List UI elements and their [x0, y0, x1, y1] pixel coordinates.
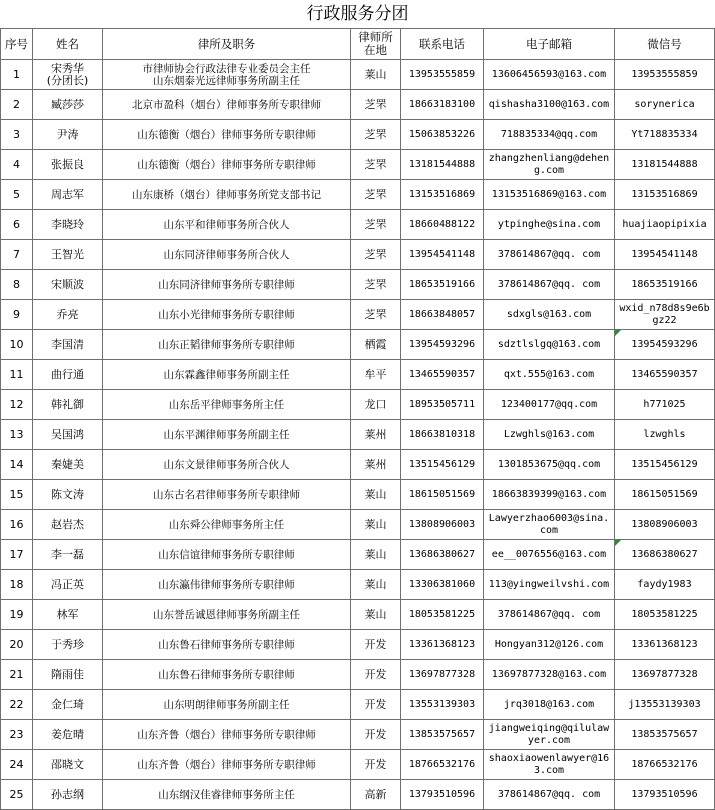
cell-no: 15	[1, 480, 33, 510]
cell-firm-position: 山东平渊律师事务所副主任	[103, 420, 351, 450]
cell-email: sdztlslgq@163.com	[484, 330, 615, 360]
cell-wechat: 13181544888	[615, 150, 715, 180]
cell-name: 孙志纲	[33, 780, 103, 810]
cell-wechat: h771025	[615, 390, 715, 420]
cell-location: 莱山	[351, 540, 401, 570]
cell-phone: 18053581225	[401, 600, 484, 630]
cell-phone: 18663183100	[401, 90, 484, 120]
cell-email: 13697877328@163.com	[484, 660, 615, 690]
cell-wechat: sorynerica	[615, 90, 715, 120]
cell-phone: 13181544888	[401, 150, 484, 180]
cell-no: 14	[1, 450, 33, 480]
cell-phone: 13954593296	[401, 330, 484, 360]
cell-phone: 13954541148	[401, 240, 484, 270]
cell-location: 牟平	[351, 360, 401, 390]
table-row	[1, 420, 715, 450]
cell-location: 芝罘	[351, 180, 401, 210]
cell-email: Hongyan312@126.com	[484, 630, 615, 660]
cell-phone: 13153516869	[401, 180, 484, 210]
cell-name: 李一磊	[33, 540, 103, 570]
cell-wechat: 18053581225	[615, 600, 715, 630]
cell-no: 24	[1, 750, 33, 780]
cell-phone: 18663848057	[401, 300, 484, 330]
cell-phone: 13853575657	[401, 720, 484, 750]
table-row	[1, 660, 715, 690]
cell-firm-position: 山东信谊律师事务所专职律师	[103, 540, 351, 570]
cell-no: 17	[1, 540, 33, 570]
cell-phone: 13697877328	[401, 660, 484, 690]
cell-phone: 13465590357	[401, 360, 484, 390]
cell-name: 宋秀华 (分团长)	[33, 60, 103, 90]
cell-location: 莱州	[351, 450, 401, 480]
cell-firm-position: 山东德衡（烟台）律师事务所专职律师	[103, 150, 351, 180]
cell-wechat: wxid_n78d8s9e6bgz22	[615, 300, 715, 330]
cell-email: ee__0076556@163.com	[484, 540, 615, 570]
cell-phone: 13361368123	[401, 630, 484, 660]
cell-firm-position: 山东康桥（烟台）律师事务所党支部书记	[103, 180, 351, 210]
table-row	[1, 90, 715, 120]
cell-no: 3	[1, 120, 33, 150]
cell-name: 于秀珍	[33, 630, 103, 660]
cell-no: 22	[1, 690, 33, 720]
cell-location: 莱州	[351, 420, 401, 450]
cell-email: qxt.555@163.com	[484, 360, 615, 390]
table-row	[1, 690, 715, 720]
cell-name: 金仁琦	[33, 690, 103, 720]
cell-email: jrq3018@163.com	[484, 690, 615, 720]
cell-location: 栖霞	[351, 330, 401, 360]
cell-location: 开发	[351, 630, 401, 660]
cell-firm-position: 山东纲汉佳睿律师事务所主任	[103, 780, 351, 810]
cell-wechat: 13954541148	[615, 240, 715, 270]
cell-email: 13606456593@163.com	[484, 60, 615, 90]
table-row	[1, 600, 715, 630]
header-location: 律师所在地	[351, 29, 401, 60]
cell-location: 开发	[351, 720, 401, 750]
cell-no: 23	[1, 720, 33, 750]
table-row	[1, 480, 715, 510]
cell-location: 芝罘	[351, 150, 401, 180]
cell-phone: 15063853226	[401, 120, 484, 150]
cell-wechat: 18766532176	[615, 750, 715, 780]
table-row	[1, 540, 715, 570]
cell-email: 123400177@qq.com	[484, 390, 615, 420]
cell-no: 19	[1, 600, 33, 630]
cell-wechat: 13808906003	[615, 510, 715, 540]
cell-email: 13153516869@163.com	[484, 180, 615, 210]
cell-location: 芝罘	[351, 90, 401, 120]
table-row	[1, 120, 715, 150]
cell-no: 6	[1, 210, 33, 240]
cell-no: 4	[1, 150, 33, 180]
cell-wechat: 13697877328	[615, 660, 715, 690]
cell-location: 高新	[351, 780, 401, 810]
table-row	[1, 300, 715, 330]
cell-no: 5	[1, 180, 33, 210]
cell-location: 龙口	[351, 390, 401, 420]
cell-name: 李国清	[33, 330, 103, 360]
cell-no: 8	[1, 270, 33, 300]
table-row	[1, 450, 715, 480]
cell-firm-position: 山东同济律师事务所合伙人	[103, 240, 351, 270]
table-row	[1, 60, 715, 90]
cell-firm-position: 山东平和律师事务所合伙人	[103, 210, 351, 240]
cell-name: 宋顺波	[33, 270, 103, 300]
cell-wechat: faydy1983	[615, 570, 715, 600]
cell-no: 13	[1, 420, 33, 450]
cell-wechat: j13553139303	[615, 690, 715, 720]
cell-email: qishasha3100@163.com	[484, 90, 615, 120]
cell-email: 378614867@qq. com	[484, 270, 615, 300]
cell-email: 718835334@qq.com	[484, 120, 615, 150]
cell-no: 2	[1, 90, 33, 120]
table-row	[1, 240, 715, 270]
cell-no: 21	[1, 660, 33, 690]
table-row	[1, 150, 715, 180]
cell-firm-position: 山东德衡（烟台）律师事务所专职律师	[103, 120, 351, 150]
header-firm-position: 律所及职务	[103, 29, 351, 60]
cell-no: 7	[1, 240, 33, 270]
cell-wechat: 13465590357	[615, 360, 715, 390]
cell-wechat: 13954593296	[615, 330, 715, 360]
cell-email: sdxgls@163.com	[484, 300, 615, 330]
cell-wechat: Yt718835334	[615, 120, 715, 150]
cell-email: jiangweiqing@qilulawyer.com	[484, 720, 615, 750]
cell-name: 张振良	[33, 150, 103, 180]
cell-location: 开发	[351, 660, 401, 690]
cell-phone: 13686380627	[401, 540, 484, 570]
cell-email: 18663839399@163.com	[484, 480, 615, 510]
cell-firm-position: 山东正韬律师事务所专职律师	[103, 330, 351, 360]
cell-name: 乔亮	[33, 300, 103, 330]
cell-firm-position: 山东誉岳诚恩律师事务所副主任	[103, 600, 351, 630]
cell-phone: 18766532176	[401, 750, 484, 780]
cell-firm-position: 山东瀛伟律师事务所专职律师	[103, 570, 351, 600]
cell-no: 16	[1, 510, 33, 540]
cell-phone: 18653519166	[401, 270, 484, 300]
table-row	[1, 750, 715, 780]
cell-firm-position: 市律师协会行政法律专业委员会主任 山东烟泰光远律师事务所副主任	[103, 60, 351, 90]
cell-no: 12	[1, 390, 33, 420]
cell-email: 378614867@qq. com	[484, 780, 615, 810]
cell-firm-position: 山东岳平律师事务所主任	[103, 390, 351, 420]
cell-name: 王智光	[33, 240, 103, 270]
cell-wechat: 18653519166	[615, 270, 715, 300]
cell-location: 芝罘	[351, 120, 401, 150]
lawyer-roster-table	[0, 28, 715, 810]
cell-location: 开发	[351, 690, 401, 720]
cell-phone: 13808906003	[401, 510, 484, 540]
cell-phone: 13793510596	[401, 780, 484, 810]
cell-location: 莱山	[351, 480, 401, 510]
cell-wechat: 13686380627	[615, 540, 715, 570]
cell-email: Lzwghls@163.com	[484, 420, 615, 450]
table-row	[1, 330, 715, 360]
table-row	[1, 510, 715, 540]
cell-firm-position: 北京市盈科（烟台）律师事务所专职律师	[103, 90, 351, 120]
cell-no: 25	[1, 780, 33, 810]
cell-no: 20	[1, 630, 33, 660]
table-row	[1, 180, 715, 210]
cell-wechat: 13153516869	[615, 180, 715, 210]
cell-firm-position: 山东鲁石律师事务所专职律师	[103, 630, 351, 660]
cell-phone: 13306381060	[401, 570, 484, 600]
cell-no: 1	[1, 60, 33, 90]
table-body	[1, 60, 715, 810]
cell-location: 开发	[351, 750, 401, 780]
cell-email: zhangzhenliang@deheng.com	[484, 150, 615, 180]
cell-name: 韩礼御	[33, 390, 103, 420]
table-row	[1, 210, 715, 240]
cell-phone: 13515456129	[401, 450, 484, 480]
cell-location: 莱山	[351, 570, 401, 600]
table-row	[1, 780, 715, 810]
cell-name: 尹涛	[33, 120, 103, 150]
header-phone: 联系电话	[401, 29, 484, 60]
cell-wechat: 13953555859	[615, 60, 715, 90]
cell-name: 臧莎莎	[33, 90, 103, 120]
cell-name: 林军	[33, 600, 103, 630]
cell-name: 周志军	[33, 180, 103, 210]
cell-firm-position: 山东齐鲁（烟台）律师事务所专职律师	[103, 750, 351, 780]
cell-email: shaoxiaowenlawyer@163.com	[484, 750, 615, 780]
cell-name: 吴国鸿	[33, 420, 103, 450]
table-row	[1, 720, 715, 750]
cell-wechat: 18615051569	[615, 480, 715, 510]
cell-wechat: 13361368123	[615, 630, 715, 660]
cell-name: 秦婕美	[33, 450, 103, 480]
cell-wechat: 13853575657	[615, 720, 715, 750]
table-row	[1, 570, 715, 600]
cell-name: 隋雨佳	[33, 660, 103, 690]
table-row	[1, 390, 715, 420]
cell-firm-position: 山东齐鲁（烟台）律师事务所专职律师	[103, 720, 351, 750]
header-name: 姓名	[33, 29, 103, 60]
cell-firm-position: 山东明朗律师事务所副主任	[103, 690, 351, 720]
cell-email: 113@yingweilvshi.com	[484, 570, 615, 600]
page-title: 行政服务分团	[306, 4, 409, 24]
cell-phone: 18615051569	[401, 480, 484, 510]
cell-email: 378614867@qq. com	[484, 600, 615, 630]
table-row	[1, 270, 715, 300]
cell-phone: 13953555859	[401, 60, 484, 90]
cell-email: 378614867@qq. com	[484, 240, 615, 270]
cell-name: 李晓玲	[33, 210, 103, 240]
cell-location: 莱山	[351, 510, 401, 540]
cell-wechat: 13515456129	[615, 450, 715, 480]
cell-email: 1301853675@qq.com	[484, 450, 615, 480]
table-header-row	[1, 29, 715, 60]
cell-location: 芝罘	[351, 210, 401, 240]
cell-location: 莱山	[351, 600, 401, 630]
cell-no: 9	[1, 300, 33, 330]
cell-name: 冯正英	[33, 570, 103, 600]
cell-name: 姜危晴	[33, 720, 103, 750]
cell-location: 芝罘	[351, 300, 401, 330]
header-email: 电子邮箱	[484, 29, 615, 60]
cell-name: 赵岩杰	[33, 510, 103, 540]
cell-firm-position: 山东文景律师事务所合伙人	[103, 450, 351, 480]
cell-firm-position: 山东霖鑫律师事务所副主任	[103, 360, 351, 390]
header-no: 序号	[1, 29, 33, 60]
cell-phone: 18953505711	[401, 390, 484, 420]
cell-no: 11	[1, 360, 33, 390]
cell-firm-position: 山东同济律师事务所专职律师	[103, 270, 351, 300]
header-wechat: 微信号	[615, 29, 715, 60]
cell-phone: 18663810318	[401, 420, 484, 450]
cell-name: 邵晓文	[33, 750, 103, 780]
cell-location: 莱山	[351, 60, 401, 90]
cell-wechat: huajiaopipixia	[615, 210, 715, 240]
cell-name: 曲行通	[33, 360, 103, 390]
cell-firm-position: 山东古名君律师事务所专职律师	[103, 480, 351, 510]
cell-name: 陈文涛	[33, 480, 103, 510]
cell-email: ytpinghe@sina.com	[484, 210, 615, 240]
table-row	[1, 630, 715, 660]
cell-email: Lawyerzhao6003@sina.com	[484, 510, 615, 540]
cell-phone: 13553139303	[401, 690, 484, 720]
cell-firm-position: 山东舜公律师事务所主任	[103, 510, 351, 540]
cell-firm-position: 山东小光律师事务所专职律师	[103, 300, 351, 330]
cell-location: 芝罘	[351, 240, 401, 270]
cell-wechat: lzwghls	[615, 420, 715, 450]
cell-no: 10	[1, 330, 33, 360]
table-row	[1, 360, 715, 390]
cell-location: 芝罘	[351, 270, 401, 300]
cell-phone: 18660488122	[401, 210, 484, 240]
cell-wechat: 13793510596	[615, 780, 715, 810]
cell-firm-position: 山东鲁石律师事务所专职律师	[103, 660, 351, 690]
cell-no: 18	[1, 570, 33, 600]
